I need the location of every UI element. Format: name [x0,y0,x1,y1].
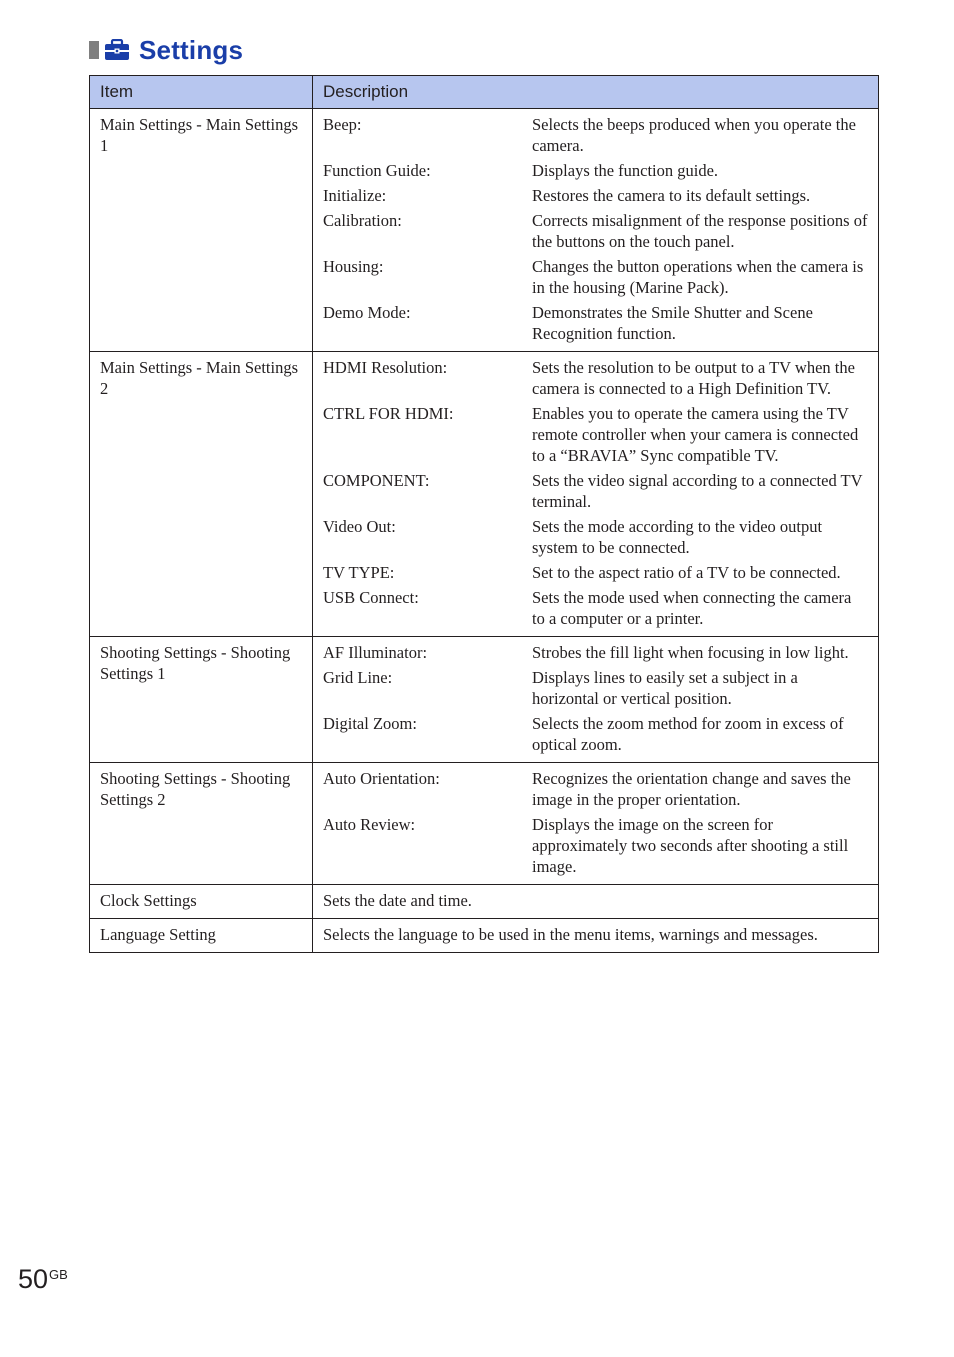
option-description: Restores the camera to its default settings. [532,186,811,205]
table-row [90,885,879,919]
option-description: Set to the aspect ratio of a TV to be connected. [532,563,841,582]
table-row [90,109,879,352]
description-cell: Sets the date and time. [313,885,879,919]
item-cell: Main Settings - Main Settings 1 [90,109,313,352]
table-row [90,763,879,885]
item-cell: Clock Settings [90,885,313,919]
option-description: Demonstrates the Smile Shutter and Scene Recognition function. [532,303,813,343]
page-title: Settings [139,34,244,65]
option-description: Changes the button operations when the camera is in the housing (Marine Pack). [532,257,864,297]
table-row [90,352,879,637]
option-name: Demo Mode: [323,303,411,322]
page-number-suffix: GB [49,1267,68,1282]
option-list [323,114,868,344]
option-description: Sets the video signal according to a connected TV terminal. [532,471,863,511]
option-name: Function Guide: [323,161,431,180]
option-description: Displays lines to easily set a subject in a horizontal or vertical position. [532,668,798,708]
option-name: AF Illuminator: [323,643,428,662]
toolbox-icon [104,39,130,61]
column-header-description: Description [313,76,879,109]
description-cell [313,109,879,352]
option-list [323,357,868,629]
option-description: Strobes the fill light when focusing in low light. [532,643,849,662]
option-name: USB Connect: [323,588,419,607]
item-cell: Language Setting [90,919,313,953]
description-cell [313,637,879,763]
option-description: Selects the beeps produced when you operate the camera. [532,115,856,155]
description-cell [313,763,879,885]
option-name: Beep: [323,115,362,134]
option-name: COMPONENT: [323,471,430,490]
column-header-item: Item [90,76,313,109]
option-description: Recognizes the orientation change and saves the image in the proper orientation. [532,769,851,809]
option-description: Sets the mode used when connecting the camera to a computer or a printer. [532,588,852,628]
item-cell: Shooting Settings - Shooting Settings 2 [90,763,313,885]
option-description: Displays the function guide. [532,161,719,180]
table-header-row [90,76,879,109]
option-list [323,768,868,877]
header-marker-bar [89,41,99,59]
option-name: Digital Zoom: [323,714,417,733]
option-description: Corrects misalignment of the response positions of the buttons on the touch panel. [532,211,868,251]
option-description: Sets the resolution to be output to a TV when the camera is connected to a High Definition TV. [532,358,855,398]
option-name: Grid Line: [323,668,393,687]
option-description: Selects the zoom method for zoom in excess of optical zoom. [532,714,844,754]
option-name: HDMI Resolution: [323,358,448,377]
option-name: Auto Review: [323,815,416,834]
table-row [90,637,879,763]
option-name: CTRL FOR HDMI: [323,404,454,423]
description-cell: Selects the language to be used in the menu items, warnings and messages. [313,919,879,953]
option-description: Displays the image on the screen for approximately two seconds after shooting a still image. [532,815,849,876]
page-number-value: 50 [18,1264,49,1294]
page-number [18,1264,68,1295]
description-cell [313,352,879,637]
item-cell: Shooting Settings - Shooting Settings 1 [90,637,313,763]
option-description: Enables you to operate the camera using the TV remote controller when your camera is connected to a “BRAVIA” Sync compatible TV. [532,404,859,465]
option-description: Sets the mode according to the video output system to be connected. [532,517,823,557]
option-name: Housing: [323,257,384,276]
section-header [89,33,243,67]
option-name: Calibration: [323,211,402,230]
option-name: Auto Orientation: [323,769,440,788]
table-row [90,919,879,953]
option-name: Initialize: [323,186,387,205]
option-name: TV TYPE: [323,563,395,582]
settings-table [89,75,879,953]
item-cell: Main Settings - Main Settings 2 [90,352,313,637]
option-list [323,642,868,755]
option-name: Video Out: [323,517,396,536]
